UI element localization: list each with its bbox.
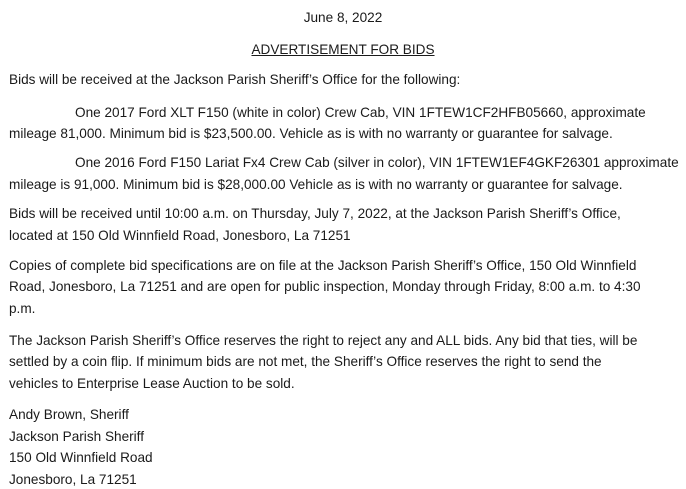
title-text: ADVERTISEMENT FOR BIDS — [251, 42, 435, 57]
reserve-line: settled by a coin flip. If minimum bids are not met, the Sheriff’s Office reserves the right to send the — [9, 354, 602, 369]
item1-line: One 2017 Ford XLT F150 (white in color) Crew Cab, VIN 1FTEW1CF2HFB05660, approximate — [75, 105, 646, 120]
reserve-line: The Jackson Parish Sheriff’s Office reserves the right to reject any and ALL bids. Any bid that ties, will be — [9, 333, 638, 348]
reserve-line: vehicles to Enterprise Lease Auction to be sold. — [9, 376, 295, 391]
signature-line: 150 Old Winnfield Road — [9, 450, 153, 465]
date: June 8, 2022 — [303, 10, 383, 25]
signature-line: Jackson Parish Sheriff — [9, 429, 144, 444]
signature-line: Andy Brown, Sheriff — [9, 407, 129, 422]
deadline-line: located at 150 Old Winnfield Road, Jonesboro, La 71251 — [9, 228, 351, 243]
intro-paragraph: Bids will be received at the Jackson Parish Sheriff’s Office for the following: — [9, 72, 461, 87]
document-title — [0, 42, 686, 58]
item1-line: mileage 81,000. Minimum bid is $23,500.00. Vehicle as is with no warranty or guarantee for salvage. — [9, 126, 613, 141]
signature-line: Jonesboro, La 71251 — [9, 472, 137, 487]
item2-line: mileage is 91,000. Minimum bid is $28,000.00 Vehicle as is with no warranty or guarantee for salvage. — [9, 177, 623, 192]
deadline-line: Bids will be received until 10:00 a.m. on Thursday, July 7, 2022, at the Jackson Parish Sheriff’s Office, — [9, 206, 621, 221]
copies-line: Road, Jonesboro, La 71251 and are open for public inspection, Monday through Friday, 8:00 a.m. to 4:30 — [9, 279, 641, 294]
copies-line: Copies of complete bid specifications are on file at the Jackson Parish Sheriff’s Office, 150 Old Winnfield — [9, 258, 637, 273]
copies-line: p.m. — [9, 301, 36, 316]
item2-line: One 2016 Ford F150 Lariat Fx4 Crew Cab (silver in color), VIN 1FTEW1EF4GKF26301 approximate — [75, 155, 679, 170]
